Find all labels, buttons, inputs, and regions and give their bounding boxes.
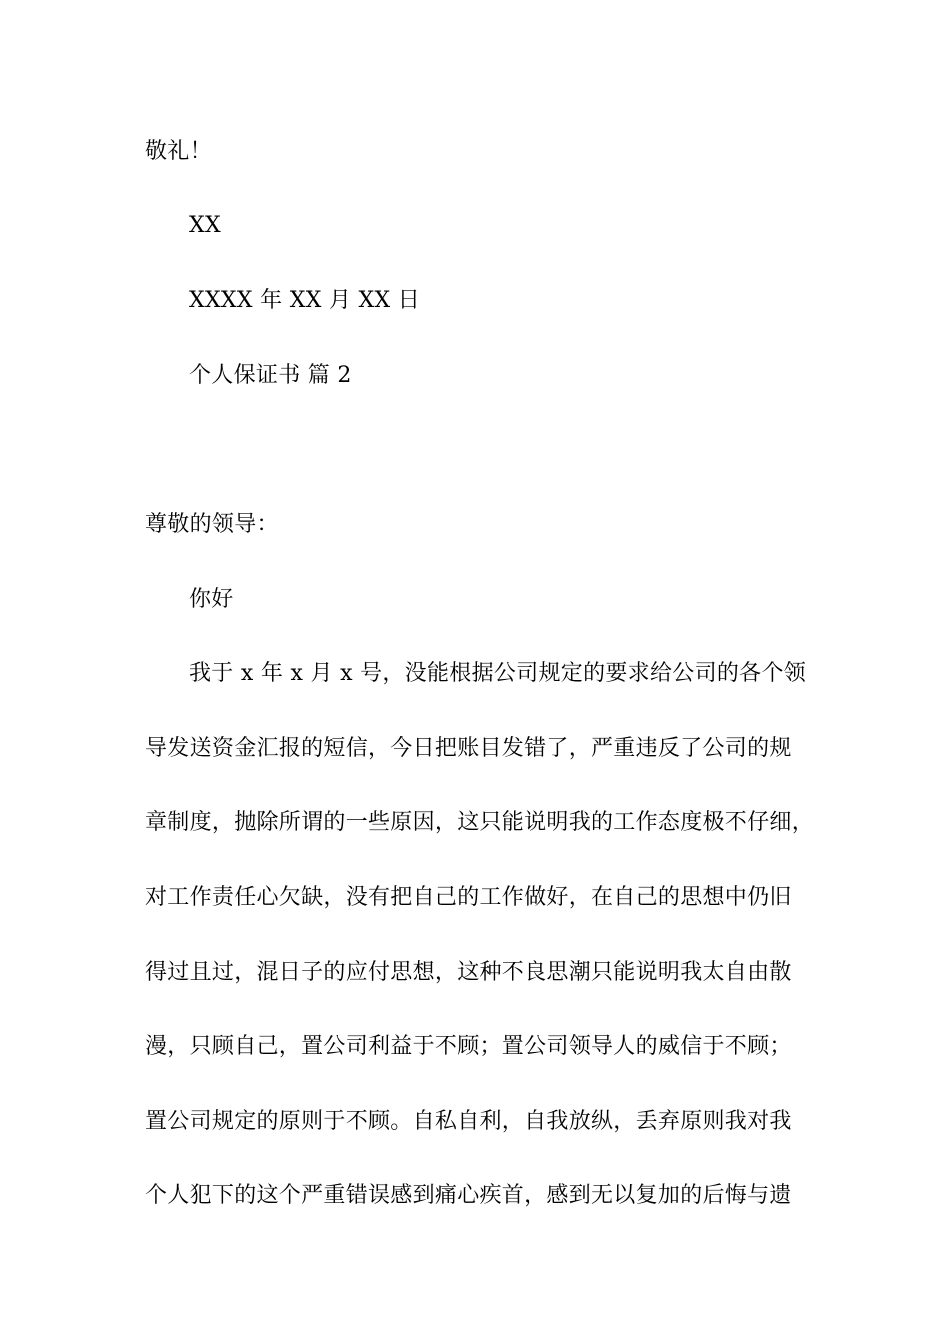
body-line: 置公司规定的原则于不顾。自私自利，自我放纵，丢弃原则我对我 [145, 1109, 792, 1134]
closing-line: 敬礼！ [145, 139, 212, 164]
body-line: 导发送资金汇报的短信，今日把账目发错了，严重违反了公司的规 [145, 736, 792, 761]
body-line: 章制度，抛除所谓的一些原因，这只能说明我的工作态度极不仔细， [145, 810, 815, 835]
date-line: XXXX 年 XX 月 XX 日 [189, 288, 421, 313]
body-line: 对工作责任心欠缺，没有把自己的工作做好，在自己的思想中仍旧 [145, 885, 792, 910]
section-title: 个人保证书 篇 2 [189, 363, 352, 388]
body-line: 漫，只顾自己，置公司利益于不顾；置公司领导人的威信于不顾； [145, 1034, 792, 1059]
salutation-line: 尊敬的领导： [145, 512, 279, 537]
greeting-line: 你好 [189, 587, 234, 612]
body-line: 我于 x 年 x 月 x 号，没能根据公司规定的要求给公司的各个领 [189, 661, 807, 686]
body-line: 得过且过，混日子的应付思想，这种不良思潮只能说明我太自由散 [145, 960, 792, 985]
signature-line: XX [189, 213, 221, 238]
body-line: 个人犯下的这个严重错误感到痛心疾首，感到无以复加的后悔与遗 [145, 1183, 792, 1208]
